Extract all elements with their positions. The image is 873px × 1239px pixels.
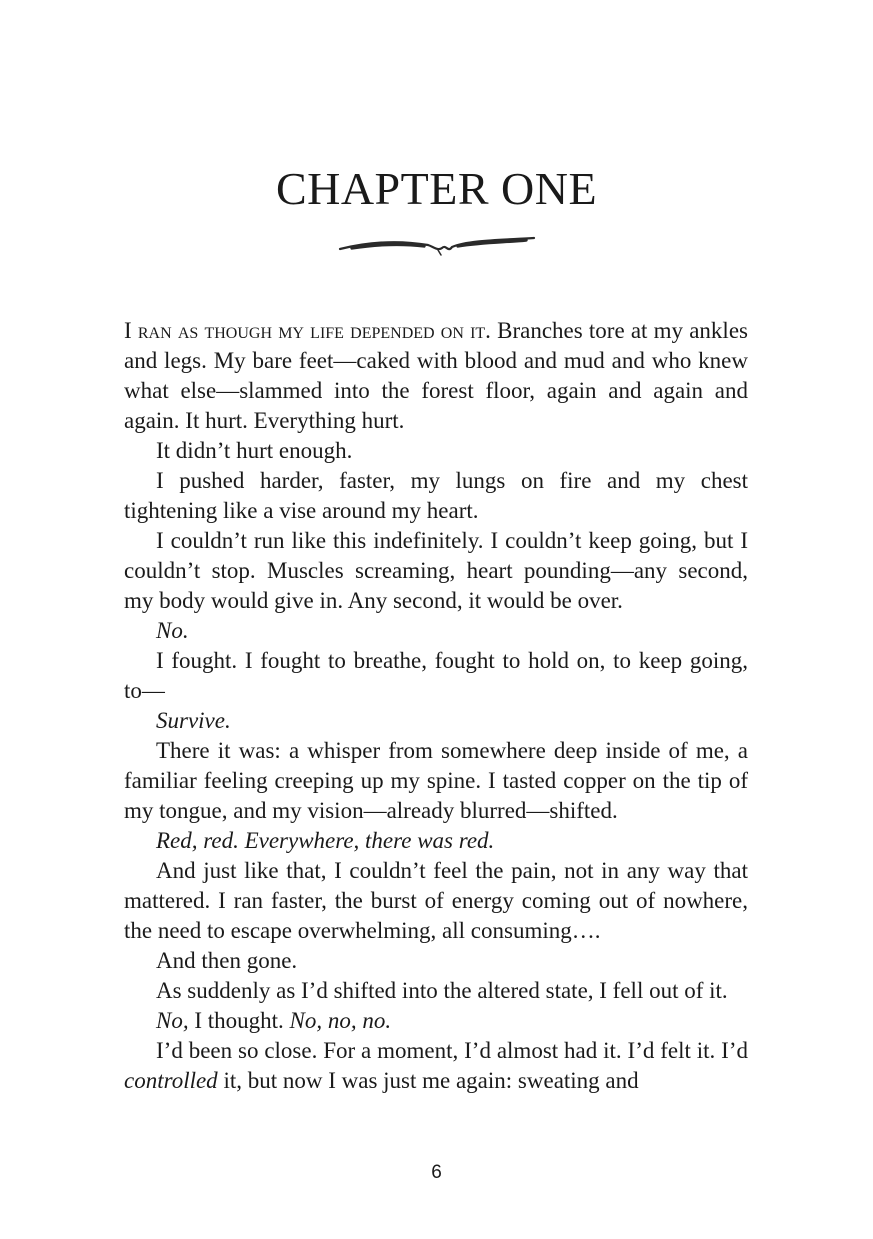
- paragraph: And then gone.: [156, 948, 298, 973]
- italic-text: No, no, no.: [289, 1008, 392, 1033]
- paragraph: I couldn’t run like this indefinitely. I couldn’t keep going, but I couldn’t stop. Muscles screaming, heart pounding—any second, my body would give in. Any second, it would be over.: [124, 528, 748, 613]
- paragraph: There it was: a whisper from somewhere deep inside of me, a familiar feeling creeping up my spine. I tasted copper on the tip of my tongue, and my vision—already blurred—shifted.: [124, 738, 748, 823]
- paragraph-text: I thought.: [188, 1008, 290, 1033]
- paragraph: I fought. I fought to breathe, fought to hold on, to keep going, to—: [124, 648, 748, 703]
- paragraph: [124, 316, 748, 436]
- paragraph-text: I’d been so close. For a moment, I’d almost had it. I’d felt it. I’d: [156, 1038, 748, 1063]
- paragraph: [124, 1006, 748, 1036]
- chapter-title: CHAPTER ONE: [275, 163, 598, 214]
- paragraph: I pushed harder, faster, my lungs on fire and my chest tightening like a vise around my heart.: [124, 468, 748, 523]
- opening-phrase: I ran as though my life depended on it.: [124, 318, 491, 343]
- italic-text: controlled: [124, 1068, 218, 1093]
- paragraph: [124, 1036, 748, 1096]
- paragraph: And just like that, I couldn’t feel the pain, not in any way that mattered. I ran faster, the burst of energy coming out of nowhere, the need to escape overwhelming, all consuming….: [124, 858, 748, 943]
- paragraph-text: Branches tore at my ankles and legs. My bare feet—caked with blood and mud and who knew what else—slammed into the forest floor, again and again and again. It hurt. Everything hurt.: [124, 318, 748, 433]
- chapter-body: [124, 316, 748, 1096]
- paragraph: [124, 616, 748, 646]
- page-number: 6: [431, 1162, 442, 1183]
- swash-ornament-icon: [338, 234, 536, 258]
- paragraph: [124, 706, 748, 736]
- paragraph: [124, 826, 748, 856]
- paragraph-text: it, but now I was just me again: sweating and: [217, 1068, 639, 1093]
- italic-text: No,: [156, 1008, 189, 1033]
- paragraph: As suddenly as I’d shifted into the altered state, I fell out of it.: [156, 978, 728, 1003]
- italic-text: Survive.: [156, 708, 231, 733]
- paragraph: It didn’t hurt enough.: [156, 438, 353, 463]
- italic-text: No.: [156, 618, 189, 643]
- italic-text: Red, red. Everywhere, there was red.: [156, 828, 495, 853]
